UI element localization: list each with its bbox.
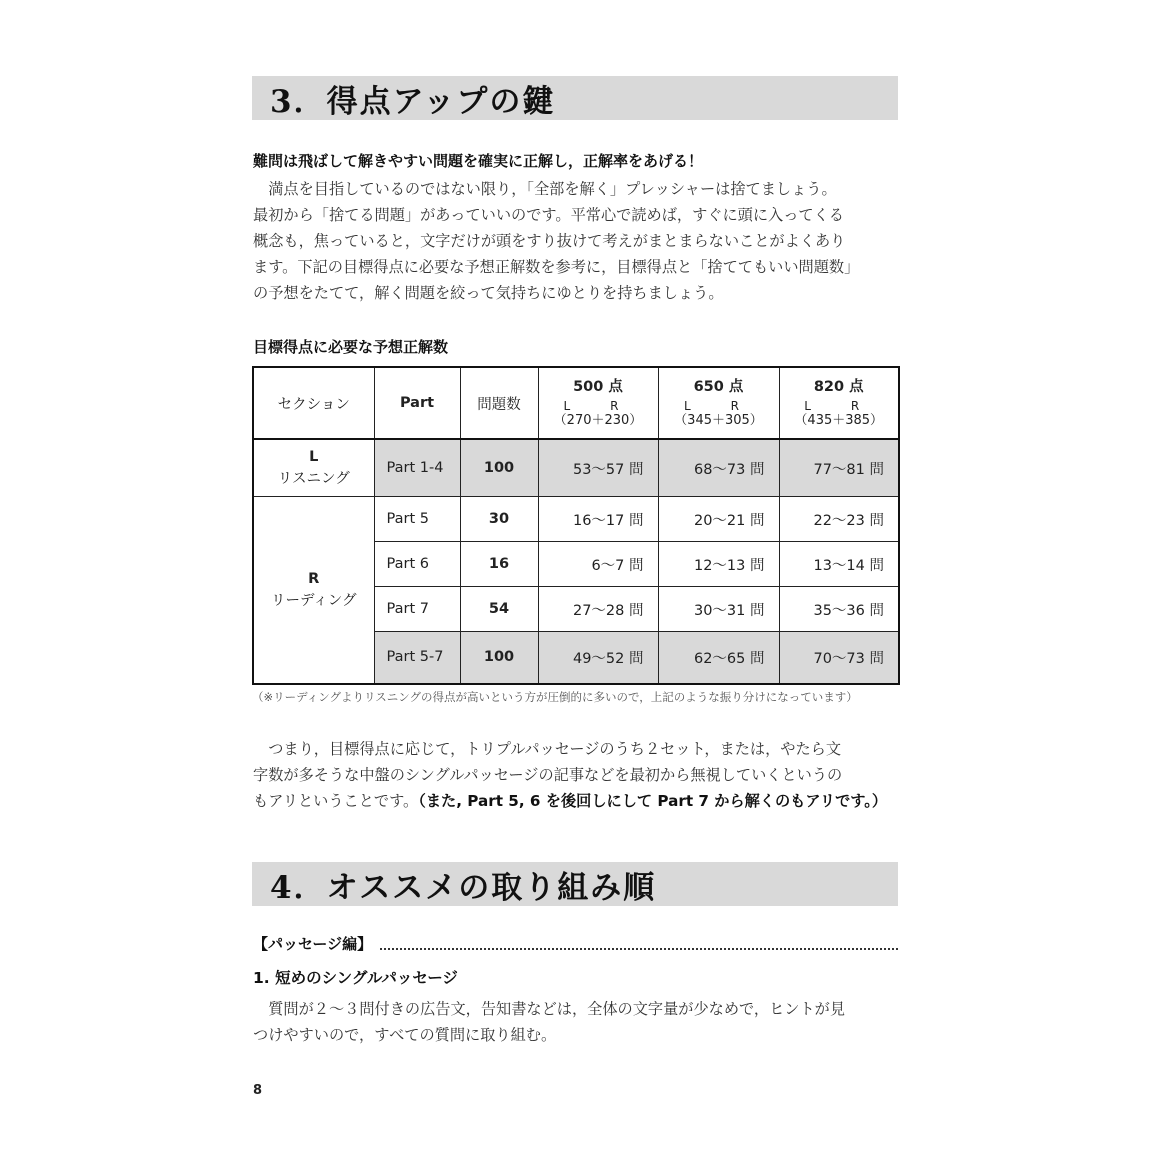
paragraph-text: もアリということです。 (253, 792, 419, 810)
after-table-paragraph (253, 736, 903, 814)
part-cell: Part 1-4 (374, 439, 460, 497)
dotted-leader (380, 948, 898, 950)
section-letter: R (308, 570, 320, 587)
score-label: 820 点 (813, 379, 864, 395)
paragraph-line (253, 788, 903, 814)
score-table (252, 366, 900, 685)
section-3-heading-band (252, 76, 898, 120)
lr-label: L R (563, 399, 633, 413)
score-label: 650 点 (693, 379, 744, 395)
paragraph-line: 字数が多そうな中盤のシングルパッセージの記事などを最初から無視していくというの (253, 766, 843, 784)
paragraph-line: つまり，目標得点に応じて，トリプルパッセージのうち２セット，または，やたら文 (253, 740, 842, 758)
section-3-paragraph (253, 176, 903, 306)
count-cell: 54 (460, 587, 538, 632)
paragraph-line: つけやすいので，すべての質問に取り組む。 (253, 1026, 557, 1044)
item-1-paragraph (253, 996, 903, 1048)
passage-subheading (253, 933, 898, 954)
table-row-listening (253, 439, 899, 497)
score-breakdown: （435＋385） (794, 413, 884, 428)
paragraph-line: 概念も，焦っていると，文字だけが頭をすり抜けて考えがまとまらないことがよくあり (253, 232, 846, 250)
score-breakdown: （270＋230） (553, 413, 643, 428)
part-cell: Part 5 (374, 497, 460, 542)
header-section: セクション (253, 367, 374, 439)
subheading-label: 【パッセージ編】 (253, 935, 373, 953)
section-name: リーディング (270, 592, 357, 609)
range-cell: 27～28 問 (538, 587, 658, 632)
range-cell: 70～73 問 (779, 632, 899, 684)
part-cell: Part 7 (374, 587, 460, 632)
table-note: （※リーディングよりリスニングの得点が高いという方が圧倒的に多いので，上記のような振り分けになっています） (252, 690, 858, 704)
range-cell: 68～73 問 (658, 439, 779, 497)
score-breakdown: （345＋305） (674, 413, 763, 428)
lr-label: L R (804, 399, 874, 413)
paragraph-line: ます。下記の目標得点に必要な予想正解数を参考に，目標得点と「捨ててもいい問題数」 (253, 258, 860, 276)
item-1-title: 1. 短めのシングルパッセージ (253, 969, 458, 987)
count-cell: 16 (460, 542, 538, 587)
paragraph-line: 最初から「捨てる問題」があっていいのです。平常心で読めば，すぐに頭に入ってくる (253, 206, 844, 224)
header-score-820 (779, 367, 899, 439)
header-part: Part (374, 367, 460, 439)
paragraph-line: の予想をたてて，解く問題を絞って気持ちにゆとりを持ちましょう。 (253, 284, 724, 302)
header-count: 問題数 (460, 367, 538, 439)
range-cell: 49～52 問 (538, 632, 658, 684)
section-cell-reading (253, 497, 374, 684)
range-cell: 6～7 問 (538, 542, 658, 587)
part-cell: Part 5-7 (374, 632, 460, 684)
count-cell: 100 (460, 632, 538, 684)
section-3-title: 3．得点アップの鍵 (270, 83, 556, 120)
range-cell: 22～23 問 (779, 497, 899, 542)
paragraph-bold-tail: （また, Part 5, 6 を後回しにして Part 7 から解くのもアリです。） (418, 792, 888, 810)
page-number: 8 (253, 1083, 263, 1098)
range-cell: 12～13 問 (658, 542, 779, 587)
range-cell: 30～31 問 (658, 587, 779, 632)
range-cell: 62～65 問 (658, 632, 779, 684)
lr-label: L R (683, 399, 754, 413)
range-cell: 35～36 問 (779, 587, 899, 632)
score-label: 500 点 (573, 379, 623, 395)
table-row (253, 497, 899, 542)
table-caption: 目標得点に必要な予想正解数 (253, 338, 449, 356)
header-score-650 (658, 367, 779, 439)
range-cell: 20～21 問 (658, 497, 779, 542)
paragraph-line: 質問が２～３問付きの広告文，告知書などは，全体の文字量が少なめで，ヒントが見 (253, 1000, 846, 1018)
range-cell: 53～57 問 (538, 439, 658, 497)
paragraph-line: 満点を目指しているのではない限り，「全部を解く」プレッシャーは捨てましょう。 (253, 180, 837, 198)
range-cell: 16～17 問 (538, 497, 658, 542)
section-4-title: 4．オススメの取り組み順 (270, 869, 657, 906)
header-score-500 (538, 367, 658, 439)
count-cell: 30 (460, 497, 538, 542)
part-cell: Part 6 (374, 542, 460, 587)
range-cell: 13～14 問 (779, 542, 899, 587)
count-cell: 100 (460, 439, 538, 497)
section-3-lead: 難問は飛ばして解きやすい問題を確実に正解し，正解率をあげる！ (253, 152, 704, 170)
section-cell-listening (253, 439, 374, 497)
section-4-heading-band (252, 862, 898, 906)
section-name: リスニング (277, 471, 350, 487)
section-letter: L (309, 449, 319, 465)
range-cell: 77～81 問 (779, 439, 899, 497)
